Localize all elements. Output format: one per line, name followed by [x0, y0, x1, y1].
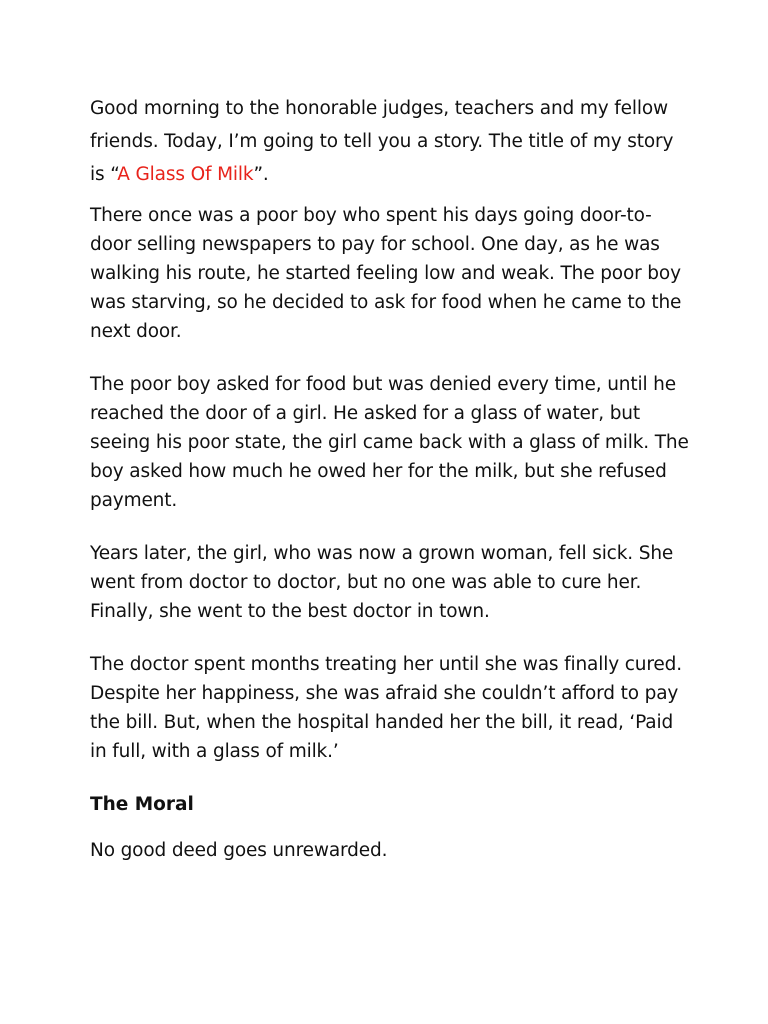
story-paragraph-4: The doctor spent months treating her until she was finally cured. Despite her happiness, she was afraid she couldn’t afford to pay the bill. But, when the hospital handed her the bill, it read, ‘Paid in full, with a glass of milk.’: [90, 654, 682, 762]
moral-heading: The Moral: [90, 794, 194, 815]
document-page: [90, 92, 690, 865]
story-paragraph-2: The poor boy asked for food but was denied every time, until he reached the door of a girl. He asked for a glass of water, but seeing his poor state, the girl came back with a glass of milk. The boy asked how much he owed her for the milk, but she refused payment.: [90, 374, 689, 511]
story-paragraph-3: Years later, the girl, who was now a grown woman, fell sick. She went from doctor to doctor, but no one was able to cure her. Finally, she went to the best doctor in town.: [90, 543, 674, 622]
story-title: A Glass Of Milk: [117, 164, 254, 185]
story-paragraph-1: There once was a poor boy who spent his days going door-to-door selling newspapers to pay for school. One day, as he was walking his route, he started feeling low and weak. The poor boy was starving, so he decided to ask for food when he came to the next door.: [90, 205, 682, 342]
intro-paragraph: [90, 92, 690, 191]
intro-text: Good morning to the honorable judges, teachers and my fellow friends. Today, I’m going to tell you a story. The title of my story is “: [90, 98, 674, 185]
intro-closing: ”.: [253, 164, 269, 185]
moral-text: No good deed goes unrewarded.: [90, 840, 388, 861]
